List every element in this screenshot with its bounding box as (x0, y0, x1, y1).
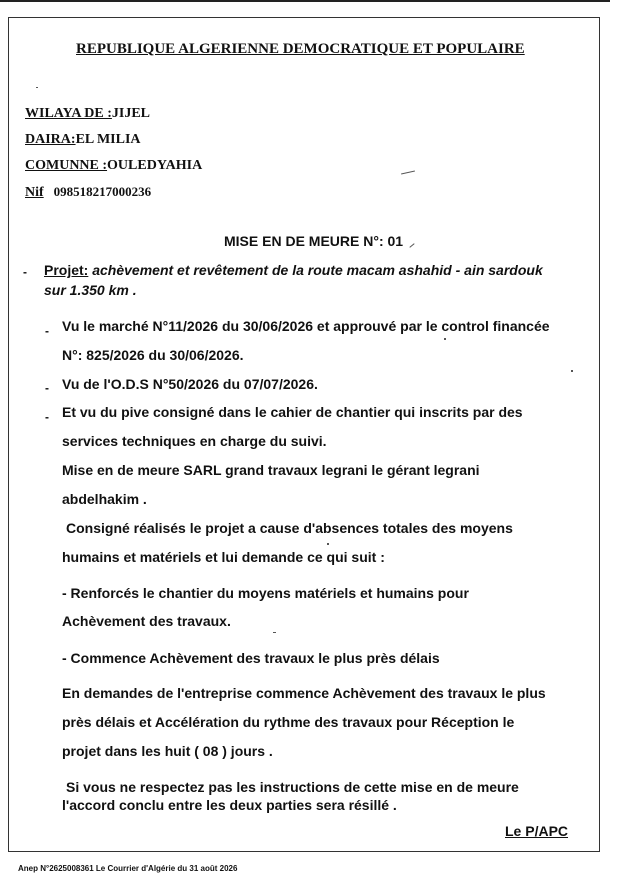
scan-speck (444, 338, 446, 340)
wilaya-label: WILAYA DE : (25, 106, 112, 121)
daira-label: DAIRA: (25, 132, 76, 147)
top-rule (0, 0, 610, 2)
page-title: REPUBLIQUE ALGERIENNE DEMOCRATIQUE ET POPULAIRE (76, 41, 525, 57)
nif-line (25, 184, 151, 201)
body-line: services techniques en charge du suivi. (62, 433, 327, 449)
bullet-dash: - (45, 410, 49, 424)
bullet-dash: - (45, 324, 49, 338)
projet-line-1 (44, 262, 543, 278)
body-line: Mise en de meure SARL grand travaux legrani le gérant legrani (62, 462, 480, 478)
commune-label: COMUNNE : (25, 158, 108, 173)
nif-value: 098518217000236 (53, 184, 152, 199)
bullet-dash: - (45, 381, 49, 395)
body-line: Vu le marché N°11/2026 du 30/06/2026 et approuvé par le control financée (62, 318, 550, 334)
bullet-dash: - (23, 265, 27, 279)
daira-value: EL MILIA (75, 132, 141, 147)
body-line: Si vous ne respectez pas les instructions de cette mise en de meure (66, 779, 519, 795)
body-line: - Commence Achèvement des travaux le plus près délais (62, 650, 440, 666)
body-line: En demandes de l'entreprise commence Achèvement des travaux le plus (62, 685, 546, 701)
scan-speck (36, 87, 38, 88)
body-line: l'accord conclu entre les deux parties sera résillé . (62, 797, 397, 813)
body-line: - Renforcés le chantier du moyens matériels et humains pour (62, 585, 469, 601)
commune-line (25, 158, 202, 174)
wilaya-line (25, 106, 150, 122)
body-line: humains et matériels et lui demande ce qui suit : (62, 549, 385, 565)
projet-line-2: sur 1.350 km . (44, 282, 137, 298)
body-line: Et vu du pive consigné dans le cahier de chantier qui inscrits par des (62, 404, 523, 420)
body-line: projet dans les huit ( 08 ) jours . (62, 743, 273, 759)
scan-speck (571, 370, 573, 372)
signature-label: Le P/APC (505, 823, 569, 839)
projet-text: achèvement et revêtement de la route macam ashahid - ain sardouk (88, 262, 543, 278)
commune-value: OULEDYAHIA (107, 158, 203, 173)
body-line: Vu de l'O.D.S N°50/2026 du 07/07/2026. (62, 376, 318, 392)
scan-speck (273, 632, 276, 633)
body-line: Achèvement des travaux. (62, 613, 231, 629)
body-line: N°: 825/2026 du 30/06/2026. (62, 347, 244, 363)
scan-speck (327, 543, 329, 545)
body-line: près délais et Accélération du rythme des travaux pour Réception le (62, 714, 515, 730)
nif-label: Nif (25, 185, 44, 200)
footer-note: Anep N°2625008361 Le Courrier d'Algérie du 31 août 2026 (18, 864, 238, 873)
body-line: Consigné réalisés le projet a cause d'absences totales des moyens (66, 520, 513, 536)
notice-title: MISE EN DE MEURE N°: 01 (224, 233, 404, 249)
projet-label: Projet: (44, 262, 89, 278)
daira-line (25, 132, 141, 148)
body-line: abdelhakim . (62, 491, 147, 507)
wilaya-value: JIJEL (111, 106, 151, 121)
